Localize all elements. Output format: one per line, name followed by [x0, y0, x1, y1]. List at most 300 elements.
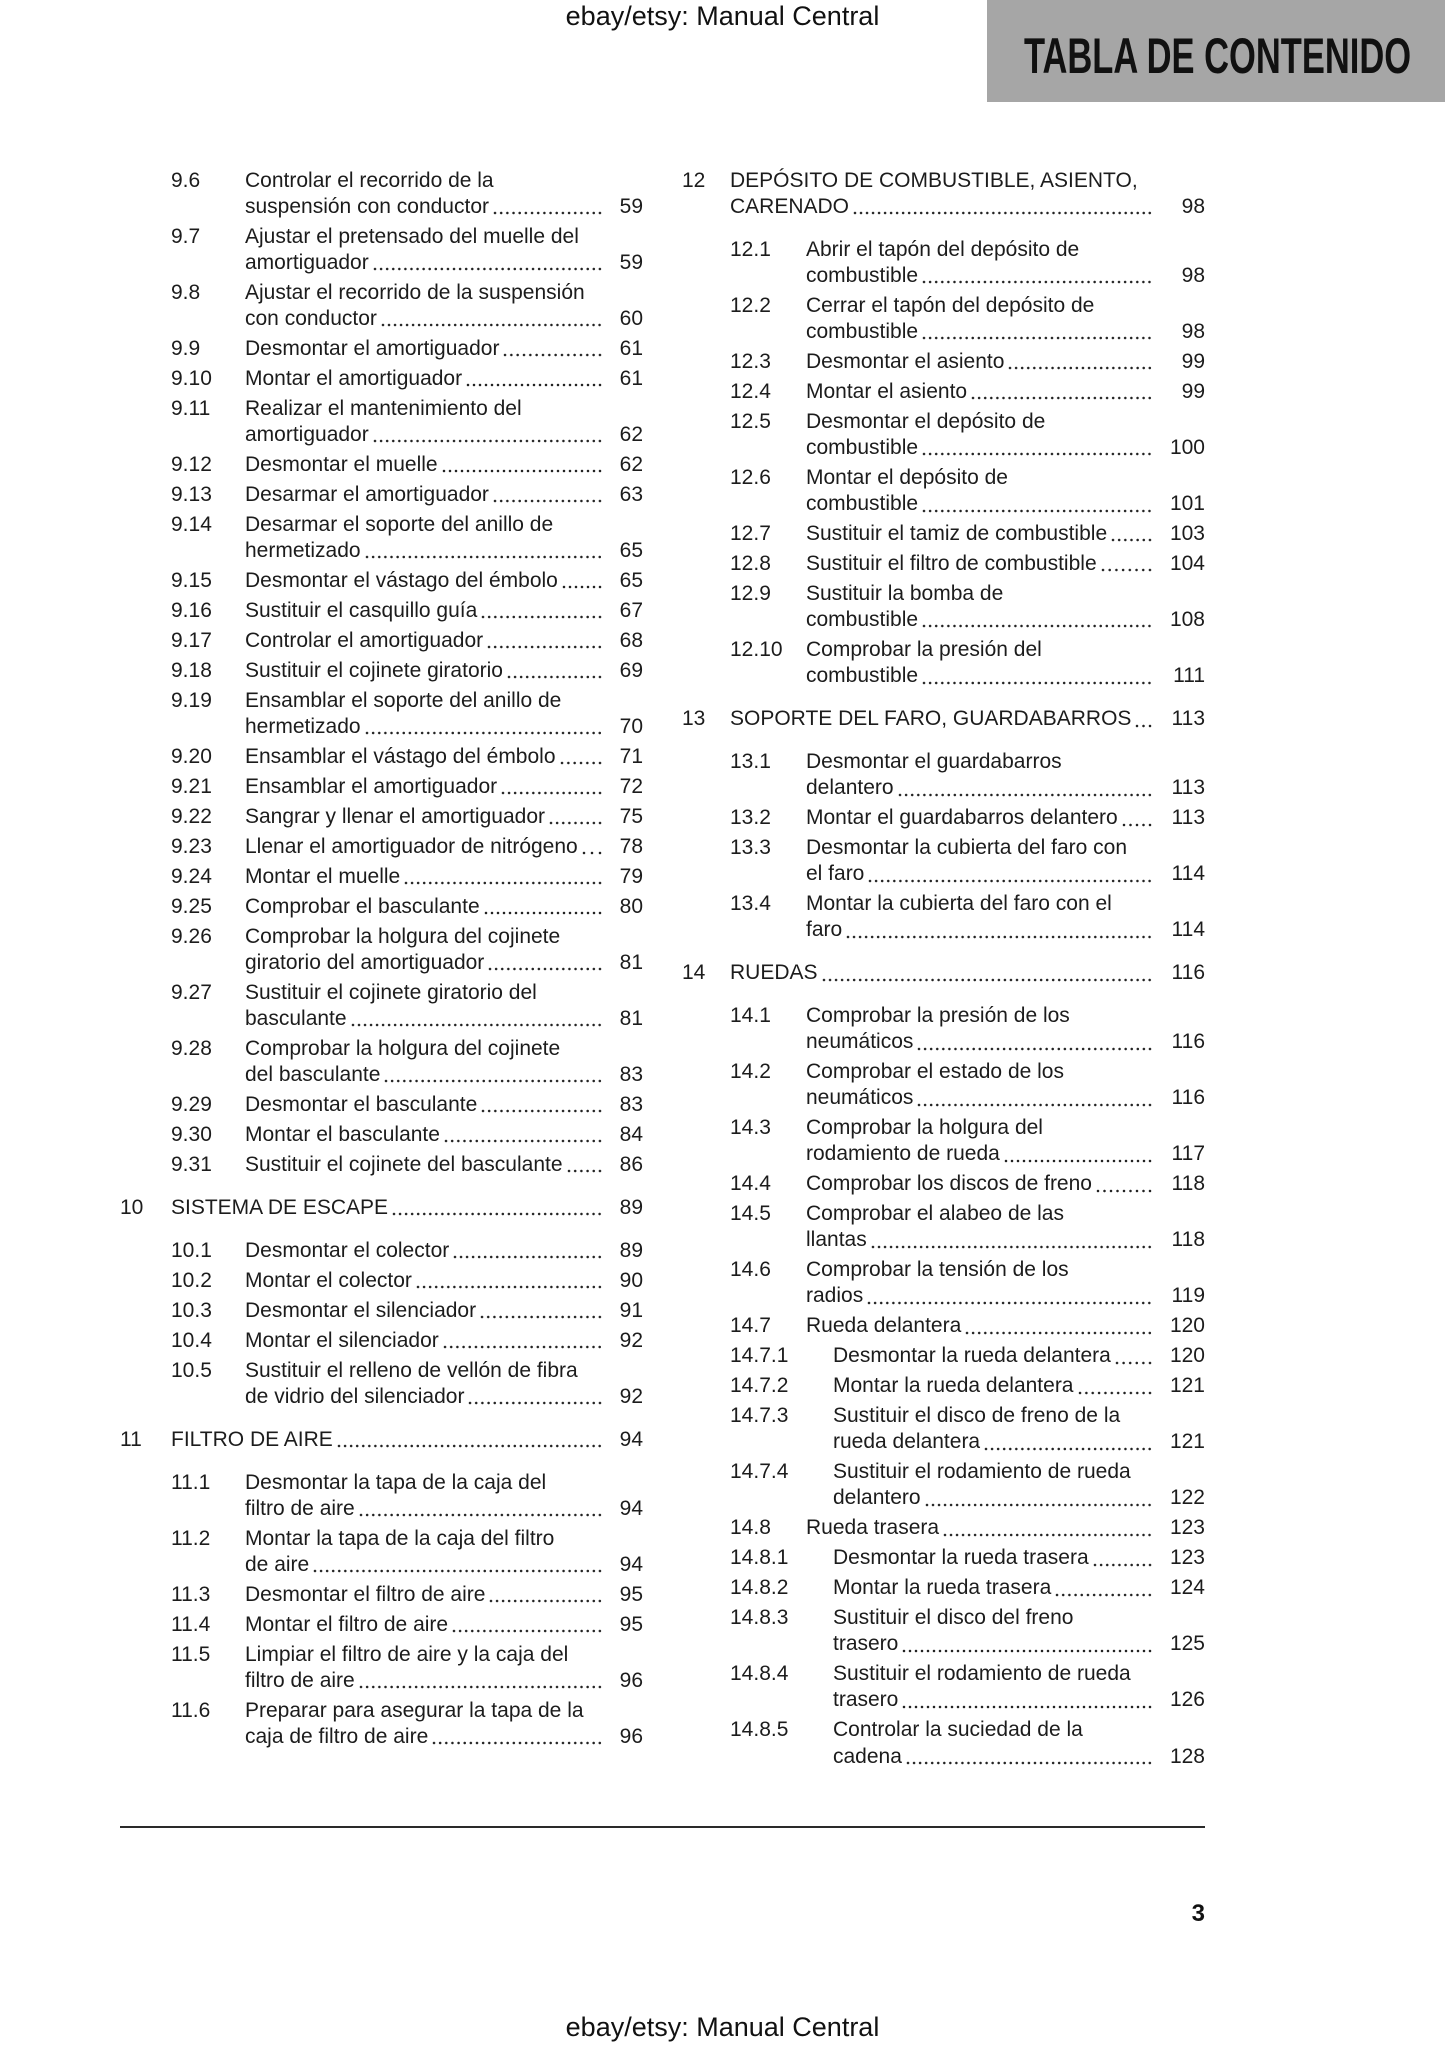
toc-section-entry[interactable] — [120, 628, 643, 654]
toc-section-entry[interactable] — [120, 1122, 643, 1148]
toc-section-entry[interactable] — [682, 293, 1205, 345]
toc-entry-page: 122 — [1169, 1486, 1205, 1510]
toc-entry-page: 113 — [1171, 776, 1205, 800]
toc-column-right — [682, 168, 1205, 1774]
toc-entry-title-line: Comprobar la presión de los — [806, 1004, 1070, 1028]
dot-leader — [905, 1744, 1153, 1770]
toc-entry-title-line — [245, 482, 643, 508]
toc-section-entry[interactable] — [120, 980, 643, 1032]
toc-entry-title-line: Comprobar el alabeo de las — [806, 1202, 1064, 1226]
toc-entry-title — [245, 864, 643, 890]
toc-entry-number: 9.27 — [171, 980, 212, 1004]
toc-entry-title-line — [833, 1485, 1205, 1511]
toc-entry-title — [806, 237, 1205, 289]
toc-entry-page: 62 — [619, 453, 643, 477]
dot-leader — [964, 1313, 1153, 1339]
toc-entry-title-text: trasero — [833, 1688, 899, 1712]
toc-entry-title-line — [245, 658, 643, 684]
toc-entry-page: 114 — [1171, 862, 1205, 886]
toc-section-entry[interactable] — [682, 1257, 1205, 1309]
toc-section-entry[interactable] — [682, 637, 1205, 689]
toc-entry-title-line — [245, 1328, 643, 1354]
toc-entry-title-text: Ensamblar el amortiguador — [245, 775, 498, 798]
toc-entry-title — [245, 168, 643, 220]
toc-section-entry[interactable] — [120, 224, 643, 276]
toc-section-entry[interactable] — [120, 1582, 643, 1608]
dot-leader — [1095, 1171, 1153, 1197]
toc-entry-title-text: filtro de aire — [245, 1668, 355, 1692]
toc-section-entry[interactable] — [120, 894, 643, 920]
toc-section-entry[interactable] — [682, 521, 1205, 547]
toc-entry-page: 67 — [619, 599, 643, 623]
toc-section-entry[interactable] — [682, 749, 1205, 801]
toc-section-entry[interactable] — [120, 568, 643, 594]
toc-entry-number: 14.6 — [730, 1258, 771, 1282]
toc-section-entry[interactable] — [682, 349, 1205, 375]
toc-section-entry[interactable] — [120, 1698, 643, 1750]
toc-entry-title — [245, 1268, 643, 1294]
toc-entry-title — [730, 960, 1205, 986]
toc-entry-title-text: trasero — [833, 1632, 899, 1656]
toc-entry-page: 118 — [1171, 1172, 1205, 1196]
toc-section-entry[interactable] — [682, 551, 1205, 577]
toc-entry-page: 79 — [619, 864, 643, 888]
toc-entry-number: 12.7 — [730, 522, 771, 546]
toc-entry-title — [806, 1313, 1205, 1339]
toc-entry-title-line: Ajustar el pretensado del muelle del — [245, 225, 579, 249]
toc-subsection-entry[interactable] — [682, 1605, 1205, 1657]
toc-section-entry[interactable] — [120, 1152, 643, 1178]
toc-subsection-entry[interactable] — [682, 1545, 1205, 1571]
toc-section-entry[interactable] — [120, 658, 643, 684]
dot-leader — [921, 263, 1153, 289]
toc-entry-title — [245, 1122, 643, 1148]
toc-entry-title-line — [245, 336, 643, 362]
toc-section-entry[interactable] — [120, 774, 643, 800]
dot-leader — [372, 250, 603, 276]
toc-subsection-entry[interactable] — [682, 1717, 1205, 1769]
toc-section-entry[interactable] — [120, 1470, 643, 1522]
toc-entry-page: 72 — [619, 775, 643, 798]
toc-entry-page: 98 — [1181, 320, 1205, 344]
toc-entry-page: 98 — [1181, 264, 1205, 288]
toc-entry-page: 78 — [619, 834, 643, 858]
toc-entry-title-line: Desmontar el guardabarros — [806, 750, 1062, 774]
dot-leader — [358, 1668, 603, 1694]
toc-entry-title — [833, 1343, 1205, 1369]
dot-leader — [364, 714, 603, 740]
toc-section-entry[interactable] — [682, 1115, 1205, 1167]
toc-entry-title-line: Desmontar el depósito de — [806, 410, 1046, 434]
dot-leader — [372, 422, 603, 448]
toc-entry-title-text: Sustituir el cojinete giratorio — [245, 659, 503, 683]
toc-entry-title-line: Comprobar la holgura del — [806, 1116, 1043, 1140]
toc-entry-title — [806, 1003, 1205, 1055]
dot-leader — [1003, 1141, 1153, 1167]
toc-entry-title — [245, 744, 643, 770]
toc-entry-number: 13.4 — [730, 892, 771, 916]
toc-section-entry[interactable] — [120, 598, 643, 624]
toc-entry-title-text: cadena — [833, 1744, 902, 1768]
dot-leader — [452, 1238, 603, 1264]
toc-section-entry[interactable] — [120, 1612, 643, 1638]
toc-entry-title-text: combustible — [806, 436, 919, 460]
dot-leader — [480, 598, 603, 624]
toc-entry-title-text: Llenar el amortiguador de nitrógeno — [245, 834, 578, 858]
toc-entry-title-text: Desmontar la rueda delantera — [833, 1344, 1111, 1368]
toc-section-entry[interactable] — [682, 1059, 1205, 1111]
toc-entry-number: 12.6 — [730, 466, 771, 490]
toc-entry-number: 9.18 — [171, 659, 212, 683]
toc-entry-title — [245, 512, 643, 564]
toc-entry-title-line — [245, 864, 643, 890]
toc-entry-title — [245, 452, 643, 478]
toc-entry-number: 10.1 — [171, 1238, 212, 1262]
toc-entry-title-line: Desmontar la cubierta del faro con — [806, 836, 1127, 860]
toc-entry-title-line: Comprobar la holgura del cojinete — [245, 1036, 561, 1060]
toc-entry-number: 14.7.3 — [730, 1404, 789, 1428]
toc-section-entry[interactable] — [120, 1036, 643, 1088]
toc-entry-title-line — [833, 1429, 1205, 1455]
toc-entry-title-line — [806, 319, 1205, 345]
toc-entry-title-line — [806, 379, 1205, 405]
toc-section-entry[interactable] — [120, 280, 643, 332]
toc-entry-page: 69 — [619, 659, 643, 683]
toc-entry-title — [245, 834, 643, 860]
toc-section-entry[interactable] — [120, 834, 643, 860]
toc-entry-title-line: Limpiar el filtro de aire y la caja del — [245, 1642, 569, 1666]
toc-entry-page: 65 — [619, 539, 643, 563]
toc-entry-title-line — [245, 744, 643, 770]
toc-entry-title — [245, 224, 643, 276]
toc-subsection-entry[interactable] — [682, 1459, 1205, 1511]
toc-entry-title — [245, 598, 643, 624]
toc-entry-title-text: Desmontar el vástago del émbolo — [245, 569, 558, 593]
toc-entry-page: 123 — [1169, 1516, 1205, 1540]
toc-entry-title-line: Desarmar el soporte del anillo de — [245, 513, 554, 537]
toc-entry-number: 14.7.2 — [730, 1374, 789, 1398]
dot-leader — [921, 319, 1153, 345]
toc-entry-title-line: Ajustar el recorrido de la suspensión — [245, 281, 585, 305]
toc-entry-page: 63 — [619, 483, 643, 507]
toc-entry-title — [806, 1515, 1205, 1541]
toc-entry-title-line — [245, 452, 643, 478]
toc-entry-title-text: Sustituir el casquillo guía — [245, 599, 478, 623]
toc-entry-title-line — [806, 917, 1205, 943]
toc-entry-title-text: del basculante — [245, 1063, 381, 1087]
toc-entry-title-line — [730, 194, 1205, 220]
dot-leader — [364, 538, 603, 564]
toc-entry-number: 9.20 — [171, 745, 212, 769]
dot-leader — [492, 482, 603, 508]
toc-entry-title — [245, 366, 643, 392]
toc-subsection-entry[interactable] — [682, 1343, 1205, 1369]
toc-entry-title-line: Comprobar el estado de los — [806, 1060, 1064, 1084]
toc-entry-title-line: Abrir el tapón del depósito de — [806, 238, 1080, 262]
toc-section-entry[interactable] — [120, 168, 643, 220]
toc-section-entry[interactable] — [120, 452, 643, 478]
toc-entry-page: 120 — [1169, 1344, 1205, 1368]
dot-leader — [487, 950, 603, 976]
toc-entry-title — [245, 1036, 643, 1088]
toc-entry-number: 14.7.1 — [730, 1344, 789, 1368]
toc-entry-title — [245, 396, 643, 448]
toc-entry-number: 12.3 — [730, 350, 771, 374]
toc-entry-title-text: Desmontar la rueda trasera — [833, 1546, 1089, 1570]
toc-section-entry[interactable] — [120, 366, 643, 392]
toc-entry-title-text: Montar el asiento — [806, 380, 968, 404]
toc-entry-page: 114 — [1171, 918, 1205, 942]
toc-entry-title-line — [245, 628, 643, 654]
toc-section-entry[interactable] — [682, 581, 1205, 633]
toc-entry-title-text: hermetizado — [245, 715, 361, 739]
toc-entry-page: 121 — [1169, 1430, 1205, 1454]
toc-entry-number: 11.2 — [171, 1526, 211, 1550]
toc-entry-number: 14.8.4 — [730, 1662, 789, 1686]
toc-entry-title — [245, 688, 643, 740]
dot-leader — [479, 1298, 603, 1324]
toc-entry-title — [245, 1092, 643, 1118]
toc-entry-number: 13.3 — [730, 836, 771, 860]
toc-section-entry[interactable] — [120, 1642, 643, 1694]
toc-entry-number: 11.4 — [171, 1612, 211, 1636]
toc-section-entry[interactable] — [120, 1298, 643, 1324]
toc-section-entry[interactable] — [120, 924, 643, 976]
toc-entry-title-line — [245, 1612, 643, 1638]
toc-entry-title-text: FILTRO DE AIRE — [171, 1427, 333, 1451]
toc-section-entry[interactable] — [682, 409, 1205, 461]
toc-entry-page: 111 — [1173, 664, 1205, 688]
toc-entry-title — [806, 349, 1205, 375]
toc-entry-title-line — [245, 1552, 643, 1578]
toc-entry-title-line — [245, 366, 643, 392]
toc-entry-title-line — [833, 1687, 1205, 1713]
toc-entry-title-text: Montar la rueda delantera — [833, 1374, 1074, 1398]
toc-subsection-entry[interactable] — [682, 1661, 1205, 1713]
toc-section-entry[interactable] — [682, 1201, 1205, 1253]
toc-entry-title — [245, 894, 643, 920]
toc-entry-title-line: Controlar el recorrido de la — [245, 169, 494, 192]
toc-section-entry[interactable] — [682, 1313, 1205, 1339]
toc-entry-title — [806, 379, 1205, 405]
toc-entry-number: 12.1 — [730, 238, 771, 262]
dot-leader — [916, 1029, 1153, 1055]
dot-leader — [921, 491, 1153, 517]
toc-chapter-entry[interactable] — [682, 706, 1205, 732]
toc-chapter-entry[interactable] — [682, 168, 1205, 220]
toc-section-entry[interactable] — [120, 1268, 643, 1294]
toc-entry-page: 62 — [619, 423, 643, 447]
toc-entry-page: 89 — [619, 1238, 643, 1262]
toc-entry-number: 12.10 — [730, 638, 783, 662]
toc-entry-title-line — [806, 1171, 1205, 1197]
toc-entry-number: 9.14 — [171, 513, 212, 537]
toc-section-entry[interactable] — [120, 804, 643, 830]
toc-subsection-entry[interactable] — [682, 1403, 1205, 1455]
toc-section-entry[interactable] — [120, 336, 643, 362]
toc-entry-title-text: Sustituir el tamiz de combustible — [806, 522, 1108, 546]
toc-entry-number: 10 — [120, 1195, 144, 1219]
toc-entry-page: 116 — [1171, 1086, 1205, 1110]
dot-leader — [383, 1062, 603, 1088]
toc-entry-title-line: Comprobar la holgura del cojinete — [245, 924, 561, 948]
dot-leader — [942, 1515, 1153, 1541]
toc-entry-title-text: combustible — [806, 320, 919, 344]
toc-chapter-entry[interactable] — [682, 960, 1205, 986]
dot-leader — [500, 774, 603, 800]
dot-leader — [916, 1085, 1153, 1111]
toc-entry-title — [245, 1698, 643, 1750]
toc-entry-title-text: combustible — [806, 264, 919, 288]
toc-entry-number: 11 — [120, 1427, 142, 1451]
toc-section-entry[interactable] — [120, 1092, 643, 1118]
toc-entry-number: 10.4 — [171, 1328, 212, 1352]
toc-entry-title-text: RUEDAS — [730, 961, 818, 985]
toc-entry-title-line — [730, 706, 1205, 732]
toc-entry-page: 124 — [1169, 1576, 1205, 1600]
toc-entry-title-line — [245, 1384, 643, 1410]
toc-section-entry[interactable] — [120, 1238, 643, 1264]
toc-entry-title-text: Montar el silenciador — [245, 1328, 439, 1352]
toc-entry-page: 116 — [1171, 961, 1205, 985]
toc-entry-page: 100 — [1169, 436, 1205, 460]
toc-entry-title-line — [730, 960, 1205, 986]
toc-entry-title-line — [245, 1298, 643, 1324]
toc-entry-number: 14.4 — [730, 1172, 771, 1196]
toc-entry-title-text: Desmontar el basculante — [245, 1092, 478, 1116]
dot-leader — [431, 1724, 603, 1750]
toc-entry-title — [171, 1427, 643, 1453]
toc-entry-title-text: neumáticos — [806, 1030, 914, 1054]
toc-entry-title-line — [245, 306, 643, 332]
toc-entry-title — [245, 980, 643, 1032]
toc-section-entry[interactable] — [120, 396, 643, 448]
toc-entry-title-line — [806, 1515, 1205, 1541]
dot-leader — [403, 864, 603, 890]
toc-entry-number: 13.2 — [730, 806, 771, 830]
toc-section-entry[interactable] — [120, 1358, 643, 1410]
toc-subsection-entry[interactable] — [682, 1575, 1205, 1601]
toc-entry-page: 108 — [1169, 608, 1205, 632]
toc-entry-title-line: Sustituir el disco de freno de la — [833, 1404, 1121, 1428]
toc-entry-title-text: radios — [806, 1284, 864, 1308]
toc-section-entry[interactable] — [682, 835, 1205, 887]
toc-entry-title-text: Desarmar el amortiguador — [245, 483, 489, 507]
toc-section-entry[interactable] — [120, 744, 643, 770]
toc-entry-number: 9.21 — [171, 775, 212, 798]
toc-section-entry[interactable] — [120, 688, 643, 740]
toc-entry-number: 14.7 — [730, 1314, 771, 1338]
toc-entry-title-line — [833, 1545, 1205, 1571]
toc-entry-page: 120 — [1169, 1314, 1205, 1338]
dot-leader — [845, 917, 1153, 943]
toc-section-entry[interactable] — [682, 1171, 1205, 1197]
toc-entry-title-text: Sangrar y llenar el amortiguador — [245, 804, 545, 828]
toc-section-entry[interactable] — [120, 1526, 643, 1578]
toc-entry-title-text: faro — [806, 918, 843, 942]
toc-entry-title-line: Comprobar la tensión de los — [806, 1258, 1069, 1282]
toc-entry-title-text: Montar el filtro de aire — [245, 1612, 449, 1636]
toc-entry-page: 61 — [619, 367, 643, 391]
toc-subsection-entry[interactable] — [682, 1373, 1205, 1399]
toc-section-entry[interactable] — [120, 1328, 643, 1354]
toc-section-entry[interactable] — [682, 465, 1205, 517]
toc-entry-title-line — [806, 491, 1205, 517]
toc-entry-title-text: Rueda delantera — [806, 1314, 962, 1338]
toc-entry-title-line: Preparar para asegurar la tapa de la — [245, 1698, 584, 1722]
toc-entry-title — [730, 168, 1205, 220]
toc-entry-title — [833, 1373, 1205, 1399]
toc-entry-number: 9.12 — [171, 453, 212, 477]
toc-section-entry[interactable] — [682, 1003, 1205, 1055]
toc-section-entry[interactable] — [682, 237, 1205, 289]
toc-entry-title-line: DEPÓSITO DE COMBUSTIBLE, ASIENTO, — [730, 169, 1138, 192]
toc-entry-title-line — [245, 714, 643, 740]
toc-entry-title — [833, 1717, 1205, 1769]
toc-entry-title — [806, 1201, 1205, 1253]
toc-section-entry[interactable] — [682, 805, 1205, 831]
toc-entry-title — [806, 835, 1205, 887]
dot-leader — [502, 336, 603, 362]
toc-entry-title-line — [245, 250, 643, 276]
toc-section-entry[interactable] — [682, 891, 1205, 943]
toc-section-entry[interactable] — [682, 379, 1205, 405]
toc-entry-title-text: Desmontar el silenciador — [245, 1298, 477, 1322]
dot-leader — [336, 1427, 603, 1453]
toc-entry-number: 10.3 — [171, 1298, 212, 1322]
toc-entry-title-line — [833, 1575, 1205, 1601]
toc-section-entry[interactable] — [120, 864, 643, 890]
toc-entry-title — [245, 568, 643, 594]
toc-entry-page: 96 — [619, 1668, 643, 1692]
toc-entry-title-text: delantero — [833, 1486, 921, 1510]
toc-entry-page: 61 — [619, 337, 643, 361]
toc-entry-title-line — [171, 1427, 643, 1453]
toc-entry-title-line — [806, 1283, 1205, 1309]
toc-entry-title — [245, 1358, 643, 1410]
toc-section-entry[interactable] — [120, 482, 643, 508]
toc-entry-title-text: combustible — [806, 608, 919, 632]
toc-chapter-entry[interactable] — [120, 1427, 643, 1453]
dot-leader — [1077, 1373, 1154, 1399]
toc-entry-title — [245, 628, 643, 654]
toc-entry-page: 118 — [1171, 1228, 1205, 1252]
toc-section-entry[interactable] — [682, 1515, 1205, 1541]
toc-entry-title-line — [806, 607, 1205, 633]
toc-entry-title-line: Ensamblar el soporte del anillo de — [245, 688, 562, 712]
dot-leader — [486, 628, 603, 654]
dot-leader — [983, 1429, 1153, 1455]
dot-leader — [492, 194, 603, 220]
toc-entry-title — [806, 409, 1205, 461]
dot-leader — [480, 1092, 603, 1118]
toc-entry-title-text: Sustituir el cojinete del basculante — [245, 1152, 563, 1176]
toc-entry-title-text: llantas — [806, 1228, 867, 1252]
dot-leader — [924, 1485, 1153, 1511]
toc-entry-title-line — [806, 775, 1205, 801]
dot-leader — [970, 379, 1153, 405]
toc-entry-title-line — [245, 1122, 643, 1148]
toc-section-entry[interactable] — [120, 512, 643, 564]
toc-entry-number: 12 — [682, 169, 706, 192]
toc-entry-page: 60 — [619, 307, 643, 331]
toc-entry-title-text: Desmontar el colector — [245, 1238, 450, 1262]
toc-entry-title-line: Comprobar la presión del — [806, 638, 1042, 662]
toc-entry-number: 9.19 — [171, 688, 212, 712]
toc-entry-title-line — [245, 1062, 643, 1088]
toc-chapter-entry[interactable] — [120, 1195, 643, 1221]
toc-entry-number: 9.16 — [171, 599, 212, 623]
